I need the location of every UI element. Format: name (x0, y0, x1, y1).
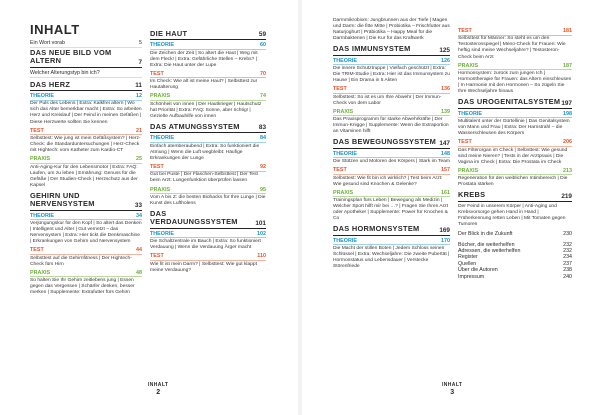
section-page: 7 (138, 58, 142, 66)
right-footer (442, 382, 462, 397)
subsection-label: PRAXIS (458, 167, 479, 174)
subsection-label: TEST (333, 167, 347, 174)
entry-page: 232 (563, 247, 572, 254)
entry-title: Ein Wort vorab (30, 40, 65, 47)
subsection-page: 34 (136, 212, 142, 219)
subsection (150, 164, 266, 184)
subsection-label: PRAXIS (30, 156, 51, 163)
subsection-page: 74 (260, 93, 266, 100)
subsection (458, 63, 572, 96)
toc-section (333, 45, 450, 135)
section-header[interactable] (333, 45, 450, 55)
entry-page: 237 (563, 260, 572, 267)
subsection-description: Regeneration für den weiblichen Intimbereich | Die Prostata stärken (458, 176, 568, 188)
subsection-header[interactable] (458, 63, 572, 71)
subsection (458, 204, 572, 228)
section-title: DIE HAUT (150, 29, 188, 38)
footer-label: INHALT (148, 382, 169, 388)
subsection (150, 135, 266, 162)
subsection (150, 93, 266, 120)
toc-section (30, 192, 142, 297)
subsection-page: 12 (136, 93, 142, 99)
subsection-description: Der Puls des Lebens | Extra: Kalkfrei altern | Wo sich das Alter bemerkbar macht | Extra: So arbeiten Herz und Kreislauf | Der Feind in meinen Gefäßen | Diese Herzwerte sollten Sie kennen (30, 101, 142, 125)
subsection-label: THEORIE (30, 212, 54, 219)
subsection-page: 84 (260, 135, 266, 142)
subsection-page: 157 (441, 167, 450, 174)
page-title: INHALT (30, 22, 80, 37)
subsection-page: 187 (563, 62, 572, 69)
entry-page: 5 (139, 40, 142, 47)
subsection-label: TEST (333, 86, 347, 93)
toc-section (30, 49, 142, 78)
section-title: DAS UROGENITALSYSTEM (458, 97, 561, 107)
section-title: DAS IMMUNSYSTEM (333, 44, 411, 54)
section-page: 197 (561, 99, 572, 107)
section-header[interactable] (30, 49, 142, 68)
subsection-header[interactable] (30, 156, 142, 164)
subsection-description: Trainingsplan fürs Leben | Bewegung als Medizin | Welcher Sport hilft mir bei …? | Fragen Sie Ihren Arzt oder Apotheker | Supplemente: Power für Knochen & Co (333, 198, 449, 222)
subsection (150, 71, 266, 91)
subsection-header[interactable] (333, 167, 450, 175)
left-col-1 (30, 22, 142, 299)
subsection-label: PRAXIS (150, 93, 171, 100)
subsection (333, 109, 450, 136)
subsection-page: 213 (563, 167, 572, 174)
subsection-header[interactable] (150, 253, 266, 261)
subsection-label: THEORIE (30, 93, 54, 99)
subsection-description: Selbsttest: Wie jung ist mein Gefäßsystem? | Herz-Check: die Standarduntersuchungen | Herz-Check mit Hightech: vom Katheter zum Kardio-CT (30, 135, 141, 154)
section-page: 219 (561, 192, 572, 200)
section-header[interactable] (30, 81, 142, 91)
section-intro (30, 70, 142, 78)
page-number: 3 (450, 389, 455, 396)
subsection-header[interactable] (150, 187, 266, 195)
subsection-description: Selbsttest: Wie fit bin ich wirklich? | Test beim Arzt: Wie gesund sind Knochen & Gelenke? (333, 175, 443, 187)
section-title: DAS HERZ (30, 79, 71, 89)
entry-page: 230 (563, 231, 572, 238)
section-page: 169 (439, 226, 450, 234)
subsection (333, 18, 450, 42)
subsection-header[interactable] (333, 109, 450, 117)
subsection-description: Das Filterorgan im Check | Selbsttest: Wie gesund sind meine Nieren? | Tests in der Arztpraxis | Die Vagina im Check | Extra: Die Prostata im Check (458, 147, 568, 165)
subsection-description: Schönheit von innen | Der Hautkrieger | Hautschutz hat Priorität | Extra: FAQ: Sonne, aber richtig! | Gezielte Aufbauhilfe von innen (150, 101, 262, 119)
subsection-description: Einfach atemberaubend | Extra: So funktioniert die Atmung | Wenn die Luft wegbleibt: Häufige Erkrankungen der Lunge (150, 143, 260, 161)
entry-title: Über die Autoren (458, 267, 498, 274)
toc-section (333, 225, 450, 270)
toc-entry[interactable] (458, 231, 572, 237)
subsection-header[interactable] (150, 164, 266, 172)
subsection (333, 86, 450, 106)
subsection-description: Gut bei Puste | Der Flaschen-Selbsttest | Der Test beim Arzt: Lungenfunktion überprüfen lassen (150, 172, 258, 184)
section-page: 83 (258, 124, 266, 132)
subsection (30, 93, 142, 126)
subsection (458, 139, 572, 166)
subsection-description: Die Zeichen der Zeit | So altert die Haut | Weg mit dem Fleck! | Extra: Gefährliche Stellen – Krebs? | Extra: Die Haut unter der Lupe (150, 50, 258, 68)
section-title: KREBS (458, 190, 486, 200)
section-title: DAS ATMUNGSSYSTEM (150, 122, 240, 132)
subsection-page: 21 (136, 127, 142, 134)
subsection-page: 181 (563, 28, 572, 34)
subsection (30, 247, 142, 267)
section-title: GEHIRN UND NERVENSYSTEM (30, 190, 95, 209)
section-title: DAS HORMONSYSTEM (333, 224, 420, 234)
right-col-1 (333, 18, 450, 273)
section-page: 59 (258, 31, 266, 39)
subsection-description: Selbsttest für Männer: So steht es um den Testosteronspiegel | Meno-Check für Frauen: Wie heftig sind meine Wechseljahre? | Testosteron-Check beim Arzt (458, 36, 566, 60)
left-col-2 (150, 30, 266, 277)
subsection-page: 25 (136, 156, 142, 163)
subsection-description: Verjüngungskur für den Kopf | So altert das Denken | Intelligent und Alter | Gut vernetzt – das Nervensystem | Extra: Hier tickt die Denkmaschine | Erkrankungen von Gehirn und Nervensystem (30, 221, 142, 245)
toc-section (150, 123, 266, 207)
subsection-label: TEST (458, 28, 472, 34)
subsection-description: Hormonsystem: zurück zum jungen Ich | Hormontherapie für Frauen: das Altern einschleusen | In Harmonie mit den Hormonen – So zügeln Sie Ihre Wechseljahre hinaus (458, 70, 572, 95)
entry-title: Quellen (458, 260, 477, 267)
toc-section (333, 138, 450, 222)
footer-label: INHALT (442, 382, 463, 388)
page-number: 2 (156, 389, 161, 396)
subsection-header[interactable] (458, 168, 572, 176)
section-title: DAS BEWEGUNGSSYSTEM (333, 137, 437, 147)
section-header[interactable] (30, 192, 142, 211)
subsection-description: Im Check: Wie alt ist meine Haut? | Selbsttest zur Hautalterung (150, 79, 258, 91)
subsection-label: PRAXIS (333, 108, 354, 115)
subsection (150, 231, 266, 251)
subsection-description: Wie fit ist mein Darm? | Selbsttest: Wie gut klappt meine Verdauung? (150, 261, 257, 273)
entry-title: Adressen, die weiterhelfen (458, 247, 521, 254)
subsection (333, 190, 450, 223)
subsection-label: PRAXIS (458, 62, 479, 69)
entry-page: 238 (563, 267, 572, 274)
subsection-header[interactable] (333, 86, 450, 94)
subsection-page: 139 (441, 108, 450, 115)
subsection-header[interactable] (30, 247, 142, 255)
subsection (150, 253, 266, 273)
entry-page: 240 (563, 273, 572, 280)
subsection-label: PRAXIS (333, 189, 354, 196)
subsection-page: 136 (441, 86, 450, 93)
subsection-header[interactable] (150, 93, 266, 101)
subsection-label: THEORIE (150, 42, 174, 49)
subsection-page: 206 (563, 139, 572, 146)
toc-section (458, 191, 572, 228)
subsection-label: PRAXIS (30, 269, 51, 276)
subsection-page: 48 (136, 269, 142, 276)
right-col-2 (458, 28, 572, 280)
section-page: 11 (135, 82, 142, 89)
subsection-label: THEORIE (333, 57, 357, 64)
subsection-header[interactable] (333, 151, 450, 159)
subsection-label: TEST (30, 127, 44, 134)
subsection-description: Darmmikrobiom: Jungbrunnen aus der Tiefe | Magen und Darm: die fitte Mitte | Probiotika – Frischfutter aus Naturjoghurt | Präbiotika – Happy Meal für die Darmbakterien | Die Kur für das Kraftwerk (333, 18, 450, 42)
subsection-page: 126 (441, 57, 450, 64)
toc-section (333, 18, 450, 42)
entry-page: 232 (563, 241, 572, 248)
section-header[interactable] (333, 138, 450, 148)
subsection-page: 161 (441, 189, 450, 196)
subsection-header[interactable] (150, 42, 266, 50)
subsection-header[interactable] (150, 135, 266, 143)
subsection-description: Vom A bis Z: die besten Biohacks für Ihre Lunge | Die Kunst des Luftholens (150, 194, 266, 206)
section-header[interactable] (333, 225, 450, 235)
section-header[interactable] (458, 98, 572, 108)
entry-title: Bücher, die weiterhelfen (458, 241, 515, 248)
right-page (302, 0, 600, 415)
subsection (333, 167, 450, 187)
subsection-page: 148 (441, 150, 450, 157)
section-header[interactable] (150, 30, 266, 40)
subsection (30, 128, 142, 155)
subsection-description: Die Stützen und Motoren des Körpers | Stark im Team (333, 159, 450, 165)
subsection-page: 70 (260, 70, 266, 77)
section-page: 147 (439, 139, 450, 147)
subsection-page: 95 (260, 186, 266, 193)
section-header[interactable] (458, 191, 572, 201)
subsection-header[interactable] (30, 93, 142, 101)
subsection-description: So halten Sie Ihr Gehirn zeitlebens jung | Essen gegen das Vergessen | Schärfer denken, besser merken | Supplemente: Extrafutter fürs Gehirn (30, 278, 135, 296)
subsection-description: Die Schaltzentrale im Bauch | Extra: So funktioniert Verdauung | Wenn die Verdauung Ärger macht (150, 239, 261, 251)
subsection-label: TEST (458, 139, 472, 146)
subsection-header[interactable] (150, 231, 266, 239)
subsection (333, 238, 450, 271)
subsection-label: THEORIE (333, 150, 357, 157)
left-page (0, 0, 298, 415)
subsection (30, 270, 142, 297)
subsection-label: PRAXIS (150, 186, 171, 193)
subsection (458, 111, 572, 138)
toc-entry[interactable] (30, 40, 142, 48)
toc-section (150, 30, 266, 120)
subsection-label: THEORIE (333, 237, 357, 244)
subsection-description: Die innere Schutztruppe | Vielfach geschützt | Extra: Die TRIM-Studie | Extra: Hier ist das Immunsystem zu Hause | Ein Drama in 5 Akten (333, 66, 450, 84)
subsection-label: THEORIE (458, 110, 482, 117)
subsection (333, 58, 450, 85)
subsection-description: Multitalent unter der Gürtellinie | Das Genitalsystem von Mann und Frau | Extra: Der Harnstrahl – die Wasserschleusen des Körpers (458, 119, 570, 137)
subsection-label: THEORIE (150, 230, 174, 237)
subsection-description: Selbsttest auf die Gehirnfitness | Der Hightech-Check fürs Hirn (30, 255, 132, 267)
subsection-description: Der Feind in unserem Körper | Anti-Aging und Krebsvorsorge gehen Hand in Hand | Früherkennung retten Leben | Mit Tomaten gegen Tumoren (458, 203, 566, 228)
toc-entry[interactable] (458, 274, 572, 280)
subsection-description: Anti-Aging-Kur für den Lebensmotor | Extra: FAQ: Laufen, um zu leben | Ernährung: Genuss für die Gefäße | Der Studien-Check | Herzschutz aus der Kapsel (30, 164, 138, 188)
subsection-label: TEST (30, 247, 44, 254)
subsection (150, 42, 266, 69)
subsection-header[interactable] (30, 213, 142, 221)
entry-page: 234 (563, 254, 572, 261)
subsection-header[interactable] (333, 190, 450, 198)
subsection (150, 187, 266, 207)
subsection-header[interactable] (333, 238, 450, 246)
section-title: DAS VERDAUUNGSSYSTEM (150, 209, 238, 227)
left-footer (148, 382, 168, 397)
subsection-label: TEST (150, 164, 164, 171)
subsection (458, 28, 572, 61)
section-header[interactable] (150, 210, 266, 229)
subsection-label: TEST (150, 70, 164, 77)
subsection (458, 168, 572, 188)
intro-text: Welcher Alterungstyp bin ich? (30, 70, 100, 76)
subsection-label: TEST (150, 253, 164, 260)
subsection-header[interactable] (30, 128, 142, 136)
section-title: DAS NEUE BILD VOM ALTERN (30, 47, 112, 66)
subsection-page: 44 (136, 247, 142, 254)
subsection (30, 156, 142, 189)
subsection-label: THEORIE (150, 135, 174, 142)
subsection (30, 213, 142, 246)
section-page: 125 (439, 46, 450, 54)
subsection-header[interactable] (150, 71, 266, 79)
subsection-page: 92 (260, 164, 266, 171)
subsection-description: Selbsttest: So ist es um Ihre Abwehr | Der Immun-Check von dem Labor (333, 94, 442, 106)
toc-section (458, 98, 572, 188)
toc-section (150, 210, 266, 274)
entry-title: Register (458, 254, 478, 261)
entry-title: Impressum (458, 273, 485, 280)
subsection-header[interactable] (458, 111, 572, 119)
entry-title: Der Blick in die Zukunft (458, 231, 513, 238)
subsection-page: 198 (563, 110, 572, 117)
subsection-page: 170 (441, 237, 450, 244)
section-header[interactable] (150, 123, 266, 133)
subsection-page: 110 (257, 253, 266, 260)
section-page: 33 (134, 201, 142, 209)
subsection-header[interactable] (30, 270, 142, 278)
subsection-page: 102 (257, 230, 266, 237)
toc-section (458, 28, 572, 95)
subsection-header[interactable] (458, 28, 572, 36)
toc-section (30, 81, 142, 189)
subsection-header[interactable] (458, 139, 572, 147)
section-page: 101 (255, 219, 266, 227)
subsection (333, 151, 450, 165)
subsection-header[interactable] (333, 58, 450, 66)
subsection-description: Das Praxisprogramm für starke Abwehrkräfte | Der Immun-Knigge | Supplemente: Wenn die Extraportion an Vitaminen hilft (333, 117, 449, 135)
subsection-description: Die Macht der stillen Boten | Jedem Schloss seinen Schlüssel | Extra: Wechseljahre: Die zweite Pubertät | Hormonstatus und Lebensdauer | Verstecke Störenfriede (333, 246, 450, 270)
subsection-page: 60 (260, 42, 266, 49)
